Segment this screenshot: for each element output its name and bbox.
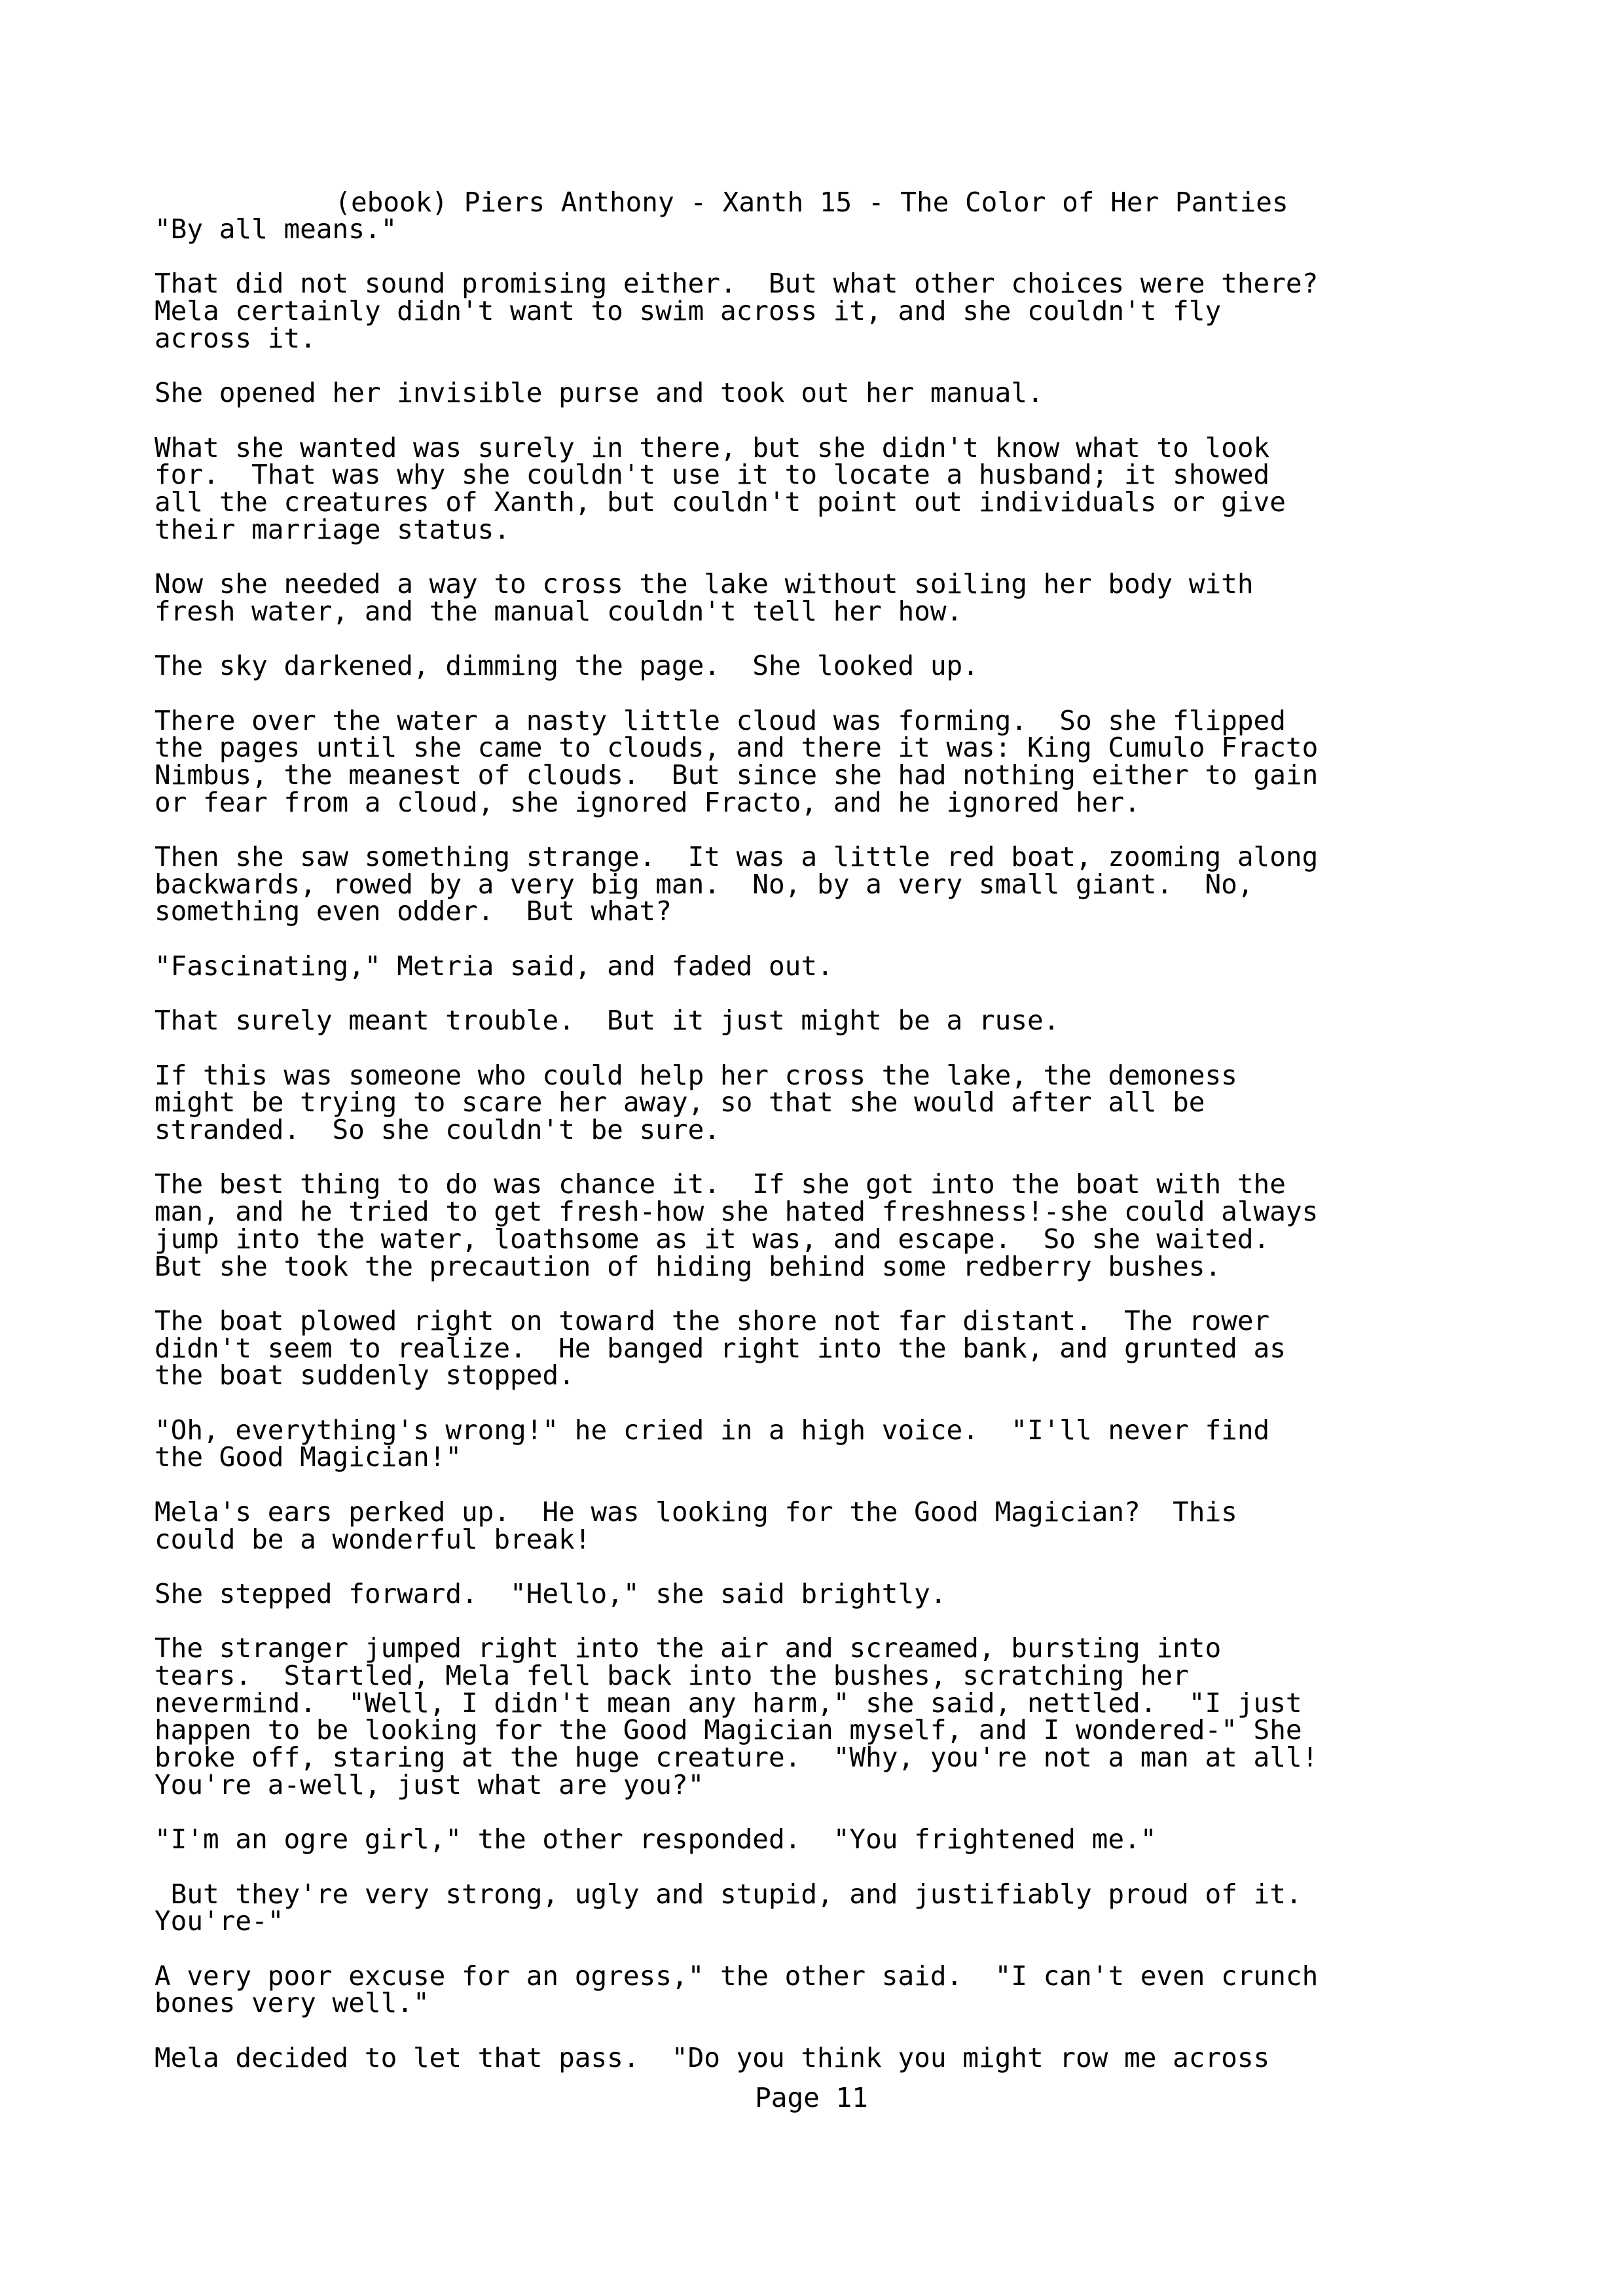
paragraph: "I'm an ogre girl," the other responded. "You frightened me." bbox=[155, 1823, 1157, 1856]
paragraph: "Fascinating," Metria said, and faded out. bbox=[155, 950, 833, 982]
document-header: (ebook) Piers Anthony - Xanth 15 - The Color of Her Panties bbox=[335, 187, 1288, 218]
paragraph: She opened her invisible purse and took out her manual. bbox=[155, 377, 1044, 409]
paragraph: Then she saw something strange. It was a little red boat, zooming along backwards, rowed by a very big man. No, by a very small giant. No, something even odder. But what? bbox=[155, 841, 1319, 927]
paragraph: There over the water a nasty little cloud was forming. So she flipped the pages until she came to clouds, and there it was: King Cumulo Fracto Nimbus, the meanest of clouds. But since she had nothing either to gain or fear from a cloud, she ignored Fracto, and he ignored her. bbox=[155, 704, 1319, 818]
paragraph: The boat plowed right on toward the shore not far distant. The rower didn't seem to realize. He banged right into the bank, and grunted as the boat suddenly stopped. bbox=[155, 1304, 1286, 1391]
page-number: Page 11 bbox=[755, 2082, 868, 2113]
paragraph: The best thing to do was chance it. If she got into the boat with the man, and he tried to get fresh-how she hated freshness!-she could always jump into the water, loathsome as it was, and escape. So she waited. But she took the precaution of hiding behind some redberry bushes. bbox=[155, 1168, 1319, 1282]
paragraph: But they're very strong, ugly and stupid, and justifiably proud of it. You're-" bbox=[155, 1878, 1302, 1937]
paragraph: The sky darkened, dimming the page. She looked up. bbox=[155, 650, 979, 682]
paragraph: "By all means." bbox=[155, 213, 397, 245]
paragraph: Now she needed a way to cross the lake without soiling her body with fresh water, and the manual couldn't tell her how. bbox=[155, 568, 1254, 627]
paragraph: "Oh, everything's wrong!" he cried in a high voice. "I'll never find the Good Magician!" bbox=[155, 1414, 1270, 1473]
paragraph: Mela's ears perked up. He was looking for the Good Magician? This could be a wonderful break! bbox=[155, 1496, 1237, 1555]
paragraph: She stepped forward. "Hello," she said brightly. bbox=[155, 1577, 947, 1609]
paragraph: That surely meant trouble. But it just might be a ruse. bbox=[155, 1005, 1060, 1037]
paragraph: If this was someone who could help her cross the lake, the demoness might be trying to scare her away, so that she would after all be stranded. So she couldn't be sure. bbox=[155, 1059, 1237, 1146]
paragraph: That did not sound promising either. But what other choices were there? Mela certainly didn't want to swim across it, and she couldn't fly across it. bbox=[155, 268, 1319, 354]
document-body bbox=[155, 213, 1470, 2099]
paragraph: Mela decided to let that pass. "Do you think you might row me across bbox=[155, 2041, 1270, 2073]
paragraph: What she wanted was surely in there, but she didn't know what to look for. That was why she couldn't use it to locate a husband; it showed all the creatures of Xanth, but couldn't point out individuals or give their marriage status. bbox=[155, 431, 1286, 545]
paragraph: The stranger jumped right into the air and screamed, bursting into tears. Startled, Mela fell back into the bushes, scratching her nevermind. "Well, I didn't mean any harm," she said, nettled. "I just happen to be looking for the Good Magician myself, and I wondered-" She broke off, staring at the huge creature. "Why, you're not a man at all! You're a-well, just what are you?" bbox=[155, 1632, 1319, 1801]
paragraph: A very poor excuse for an ogress," the other said. "I can't even crunch bones very well." bbox=[155, 1960, 1319, 2019]
